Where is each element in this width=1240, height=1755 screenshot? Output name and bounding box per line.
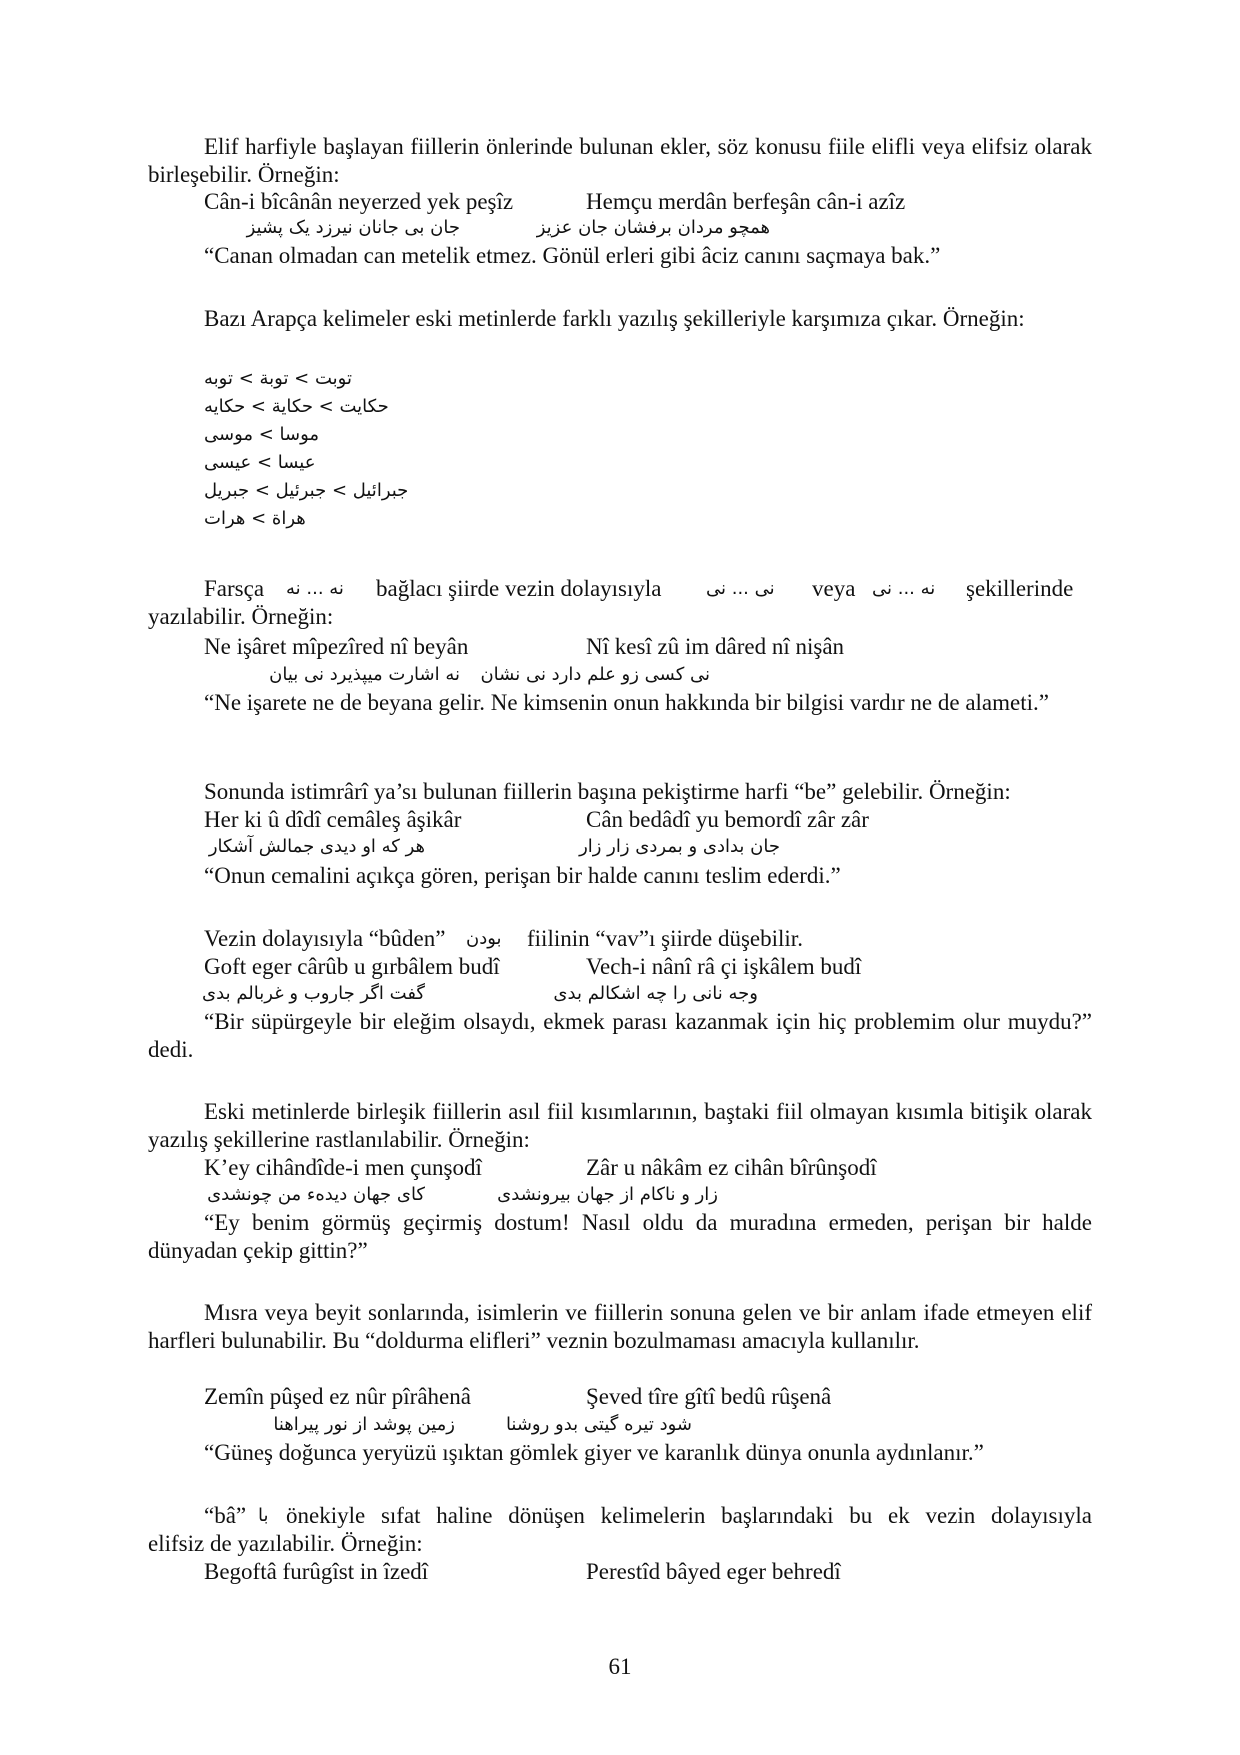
verse-latin-1: Cân-i bîcânân neyerzed yek peşîz: [204, 189, 514, 214]
verse-translation: “Bir süpürgeyle bir eleğim olsaydı, ekmek parası kazanmak için hiç problemim olur muydu?” dedi.: [148, 1009, 1092, 1062]
verse-arabic-1: گفت اگر جاروب و غربالم بدی: [202, 983, 425, 1004]
verse-latin-1: Ne işâret mîpezîred nî beyân: [204, 634, 469, 659]
verse-arabic-1: زمین پوشد از نور پیراهنا: [273, 1414, 455, 1435]
spelling-variant-row: حکایت > حكاية > حکایه: [204, 396, 389, 417]
sekillerinde-word: şekillerinde: [966, 576, 1074, 601]
verse-latin-1: Zemîn pûşed ez nûr pîrâhenâ: [204, 1384, 471, 1409]
verse-translation: “Ey benim görmüş geçirmiş dostum! Nasıl oldu da muradına ermeden, perişan bir halde dünyadan çekip gittin?”: [148, 1210, 1092, 1263]
veya-word: veya: [812, 576, 856, 601]
verse-arabic-2: همچو مردان برفشان جان عزیز: [536, 217, 770, 238]
spelling-variant-row: هراة > هرات: [204, 508, 306, 529]
verse-translation: “Canan olmadan can metelik etmez. Gönül erleri gibi âciz canını saçmaya bak.”: [204, 243, 941, 268]
verse-latin-2: Perestîd bâyed eger behredî: [586, 1559, 841, 1584]
verse-arabic-1: کای جهان دیدهء من چونشدی: [207, 1184, 425, 1205]
paragraph-ba-pre: “bâ”: [204, 1503, 247, 1528]
paragraph-compound-verbs: Eski metinlerde birleşik fiillerin asıl fiil kısımlarının, baştaki fiil olmayan kısımla bitişik olarak yazılış şekillerine rastlanılabilir. Örneğin:: [148, 1099, 1092, 1152]
page-number: 61: [608, 1654, 632, 1679]
verse-arabic-2: نی کسی زو علم دارد نی نشان: [480, 664, 710, 685]
verse-arabic-2: شود تیره گیتی بدو روشنا: [505, 1414, 692, 1435]
paragraph-arabic-spellings: Bazı Arapça kelimeler eski metinlerde farklı yazılış şekilleriyle karşımıza çıkar. Örneğin:: [204, 306, 1025, 331]
verse-translation: “Ne işarete ne de beyana gelir. Ne kimsenin onun hakkında bir bilgisi vardır ne de alameti.”: [204, 690, 1049, 715]
verse-latin-1: Her ki û dîdî cemâleş âşikâr: [204, 807, 462, 832]
paragraph-line: elifsiz de yazılabilir. Örneğin:: [148, 1531, 423, 1556]
verse-latin-1: K’ey cihândîde-i men çunşodî: [204, 1155, 482, 1180]
conjunction-description: bağlacı şiirde vezin dolayısıyla: [376, 576, 662, 601]
verse-arabic-1: جان بی جانان نیرزد یک پشیز: [246, 217, 460, 238]
verse-translation: “Onun cemalini açıkça gören, perişan bir halde canını teslim ederdi.”: [204, 863, 841, 888]
spelling-variant-row: موسا > موسى: [204, 424, 320, 445]
verse-latin-2: Hemçu merdân berfeşân cân-i azîz: [586, 189, 906, 214]
buden-arabic: بودن: [466, 928, 502, 949]
spelling-variant-row: جبرائیل > جبرئیل > جبریل: [204, 480, 409, 501]
verse-latin-2: Cân bedâdî yu bemordî zâr zâr: [586, 807, 869, 832]
conjunction-arabic-c: نه ... نی: [872, 578, 936, 599]
paragraph-line: yazılabilir. Örneğin:: [148, 604, 334, 629]
paragraph-elif-prefixes: Elif harfiyle başlayan fiillerin önlerinde bulunan ekler, söz konusu fiile elifli veya elifsiz olarak birleşebilir. Örneğin:: [148, 134, 1092, 187]
verse-arabic-1: هر که او دیدی جمالش آشکار: [208, 836, 425, 857]
verse-latin-1: Goft eger cârûb u gırbâlem budî: [204, 954, 500, 979]
verse-latin-2: Vech-i nânî râ çi işkâlem budî: [586, 954, 862, 979]
paragraph-filler-elif: Mısra veya beyit sonlarında, isimlerin ve fiillerin sonuna gelen ve bir anlam ifade etmeyen elif harfleri bulunabilir. Bu “doldurma elifleri” veznin bozulmaması amacıyla kullanılır.: [148, 1300, 1092, 1353]
paragraph-buden-pre: Vezin dolayısıyla “bûden”: [204, 926, 446, 951]
farsca-word: Farsça: [204, 576, 265, 601]
verse-arabic-2: زار و ناکام از جهان بیرونشدی: [497, 1184, 718, 1205]
verse-latin-1: Begoftâ furûgîst in îzedî: [204, 1559, 429, 1584]
spelling-variant-row: توبت > توبة > توبه: [204, 368, 352, 389]
paragraph-buden-post: fiilinin “vav”ı şiirde düşebilir.: [527, 926, 803, 951]
conjunction-arabic-a: نه ... نه: [286, 578, 344, 599]
spelling-variant-row: عیسا > عیسى: [204, 452, 316, 473]
verse-arabic-2: جان بدادی و بمردی زار زار: [579, 836, 780, 857]
paragraph-ba-post: önekiyle sıfat haline dönüşen kelimelerin başlarındaki bu ek vezin dolayısıyla: [286, 1503, 1092, 1528]
conjunction-arabic-b: نی ... نی: [706, 578, 775, 599]
verse-arabic-2: وجه نانی را چه اشکالم بدی: [553, 983, 758, 1004]
verse-arabic-1: نه اشارت میپذیرد نی بیان: [269, 664, 460, 685]
verse-latin-2: Zâr u nâkâm ez cihân bîrûnşodî: [586, 1155, 877, 1180]
verse-latin-2: Şeved tîre gîtî bedû rûşenâ: [586, 1384, 832, 1409]
verse-latin-2: Nî kesî zû im dâred nî nişân: [586, 634, 845, 659]
paragraph-be-prefix: Sonunda istimrârî ya’sı bulunan fiillerin başına pekiştirme harfi “be” gelebilir. Örneğin:: [204, 779, 1011, 804]
verse-translation: “Güneş doğunca yeryüzü ışıktan gömlek giyer ve karanlık dünya onunla aydınlanır.”: [204, 1440, 984, 1465]
ba-arabic: با: [258, 1505, 269, 1526]
